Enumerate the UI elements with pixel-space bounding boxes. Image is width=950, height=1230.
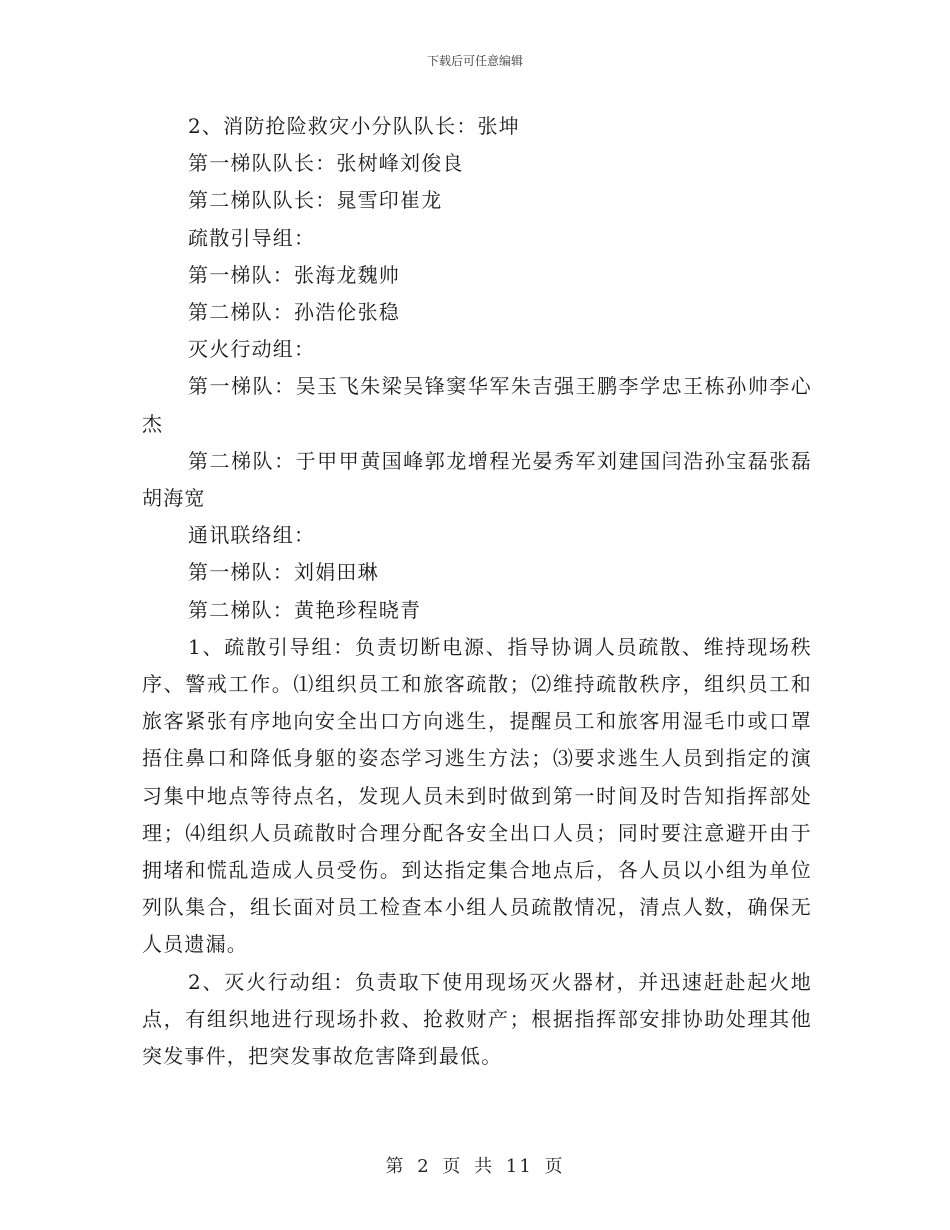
paragraph: 第二梯队队长：晁雪印崔龙 — [188, 188, 443, 213]
total-label: 共 — [474, 1156, 495, 1177]
paragraph: 2、灭火行动组：负责取下使用现场灭火器材，并迅速赶赴起火地点，有组织地进行现场扑救、抢救财产；根据指挥部安排协助处理其他突发事件，把突发事故危害降到最低。 — [142, 969, 812, 1069]
paragraph: 第二梯队：孙浩伦张稳 — [188, 300, 400, 325]
paragraph: 1、疏散引导组：负责切断电源、指导协调人员疏散、维持现场秩序、警戒工作。⑴组织员工和旅客疏散；⑵维持疏散秩序，组织员工和旅客紧张有序地向安全出口方向逃生，提醒员工和旅客用湿毛巾或口罩捂住鼻口和降低身躯的姿态学习逃生方法；⑶要求逃生人员到指定的演习集中地点等待点名，发现人员未到时做到第一时间及时告知指挥部处理；⑷组织人员疏散时合理分配各安全出口人员；同时要注意避开由于拥堵和慌乱造成人员受伤。到达指定集合地点后，各人员以小组为单位列队集合，组长面对员工检查本小组人员疏散情况，清点人数，确保无人员遗漏。 — [142, 634, 812, 957]
page-header: 下载后可任意编辑 — [426, 54, 523, 68]
paragraph: 第二梯队：于甲甲黄国峰郭龙增程光晏秀军刘建国闫浩孙宝磊张磊胡海宽 — [142, 448, 812, 511]
paragraph: 疏散引导组： — [188, 225, 316, 250]
document-body — [142, 108, 812, 1075]
paragraph: 2、消防抢险救灾小分队队长：张坤 — [188, 114, 520, 138]
paragraph: 第一梯队：张海龙魏帅 — [188, 262, 400, 287]
page-footer — [0, 1152, 950, 1178]
paragraph: 通讯联络组： — [188, 523, 316, 548]
paragraph: 第一梯队：刘娟田琳 — [188, 560, 379, 585]
paragraph: 第一梯队队长：张树峰刘俊良 — [188, 151, 464, 176]
paragraph: 第一梯队：吴玉飞朱梁吴锋窦华军朱吉强王鹏李学忠王栋孙帅李心杰 — [142, 374, 812, 436]
paragraph: 灭火行动组： — [188, 337, 316, 362]
page-label-prefix: 第 — [385, 1156, 406, 1177]
total-pages-number: 11 — [505, 1156, 533, 1177]
current-page-number: 2 — [417, 1156, 431, 1177]
page-label-mid: 页 — [442, 1156, 463, 1177]
page-label-suffix: 页 — [544, 1156, 565, 1177]
paragraph: 第二梯队：黄艳珍程晓青 — [188, 597, 422, 622]
